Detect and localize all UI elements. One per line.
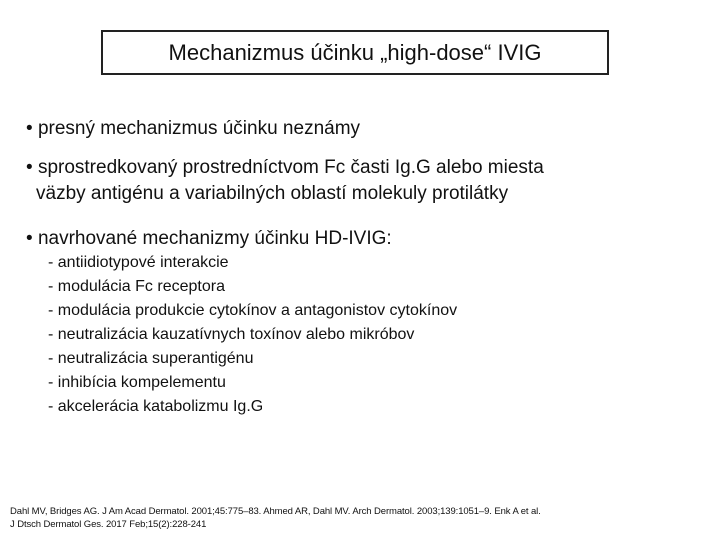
bullet-marker: • [26, 118, 33, 139]
bullet-text: presný mechanizmus účinku neznámy [37, 118, 361, 139]
bullet-text: sprostredkovaný prostredníctvom Fc časti Ig.G alebo miesta [37, 157, 544, 178]
list-item: - inhibícia kompelementu [48, 374, 226, 391]
references [10, 505, 710, 531]
reference-line: J Dtsch Dermatol Ges. 2017 Feb;15(2):228-241 [10, 519, 207, 530]
list-item: - akcelerácia katabolizmu Ig.G [48, 398, 264, 415]
list-item: - modulácia produkcie cytokínov a antagonistov cytokínov [48, 302, 458, 319]
list-item: - neutralizácia kauzatívnych toxínov alebo mikróbov [48, 326, 415, 343]
list-item: - neutralizácia superantigénu [48, 350, 254, 367]
bullet-unknown-mechanism [26, 116, 700, 142]
slide-title-box [101, 30, 609, 75]
list-item: - antiidiotypové interakcie [48, 254, 229, 271]
bullet-text-continuation: väzby antigénu a variabilných oblastí molekuly protilátky [36, 183, 509, 204]
bullet-fc-mediated [26, 155, 700, 207]
bullet-marker: • [26, 228, 33, 249]
slide-title: Mechanizmus účinku „high-dose“ IVIG [168, 39, 542, 65]
list-item: - modulácia Fc receptora [48, 278, 225, 295]
bullet-text: navrhované mechanizmy účinku HD-IVIG: [37, 228, 392, 249]
bullet-proposed-mechanisms [26, 226, 700, 252]
bullet-marker: • [26, 157, 33, 178]
mechanism-list [48, 251, 457, 419]
reference-line: Dahl MV, Bridges AG. J Am Acad Dermatol. 2001;45:775–83. Ahmed AR, Dahl MV. Arch Dermatol. 2003;139:1051–9. Enk A et al. [10, 506, 541, 517]
